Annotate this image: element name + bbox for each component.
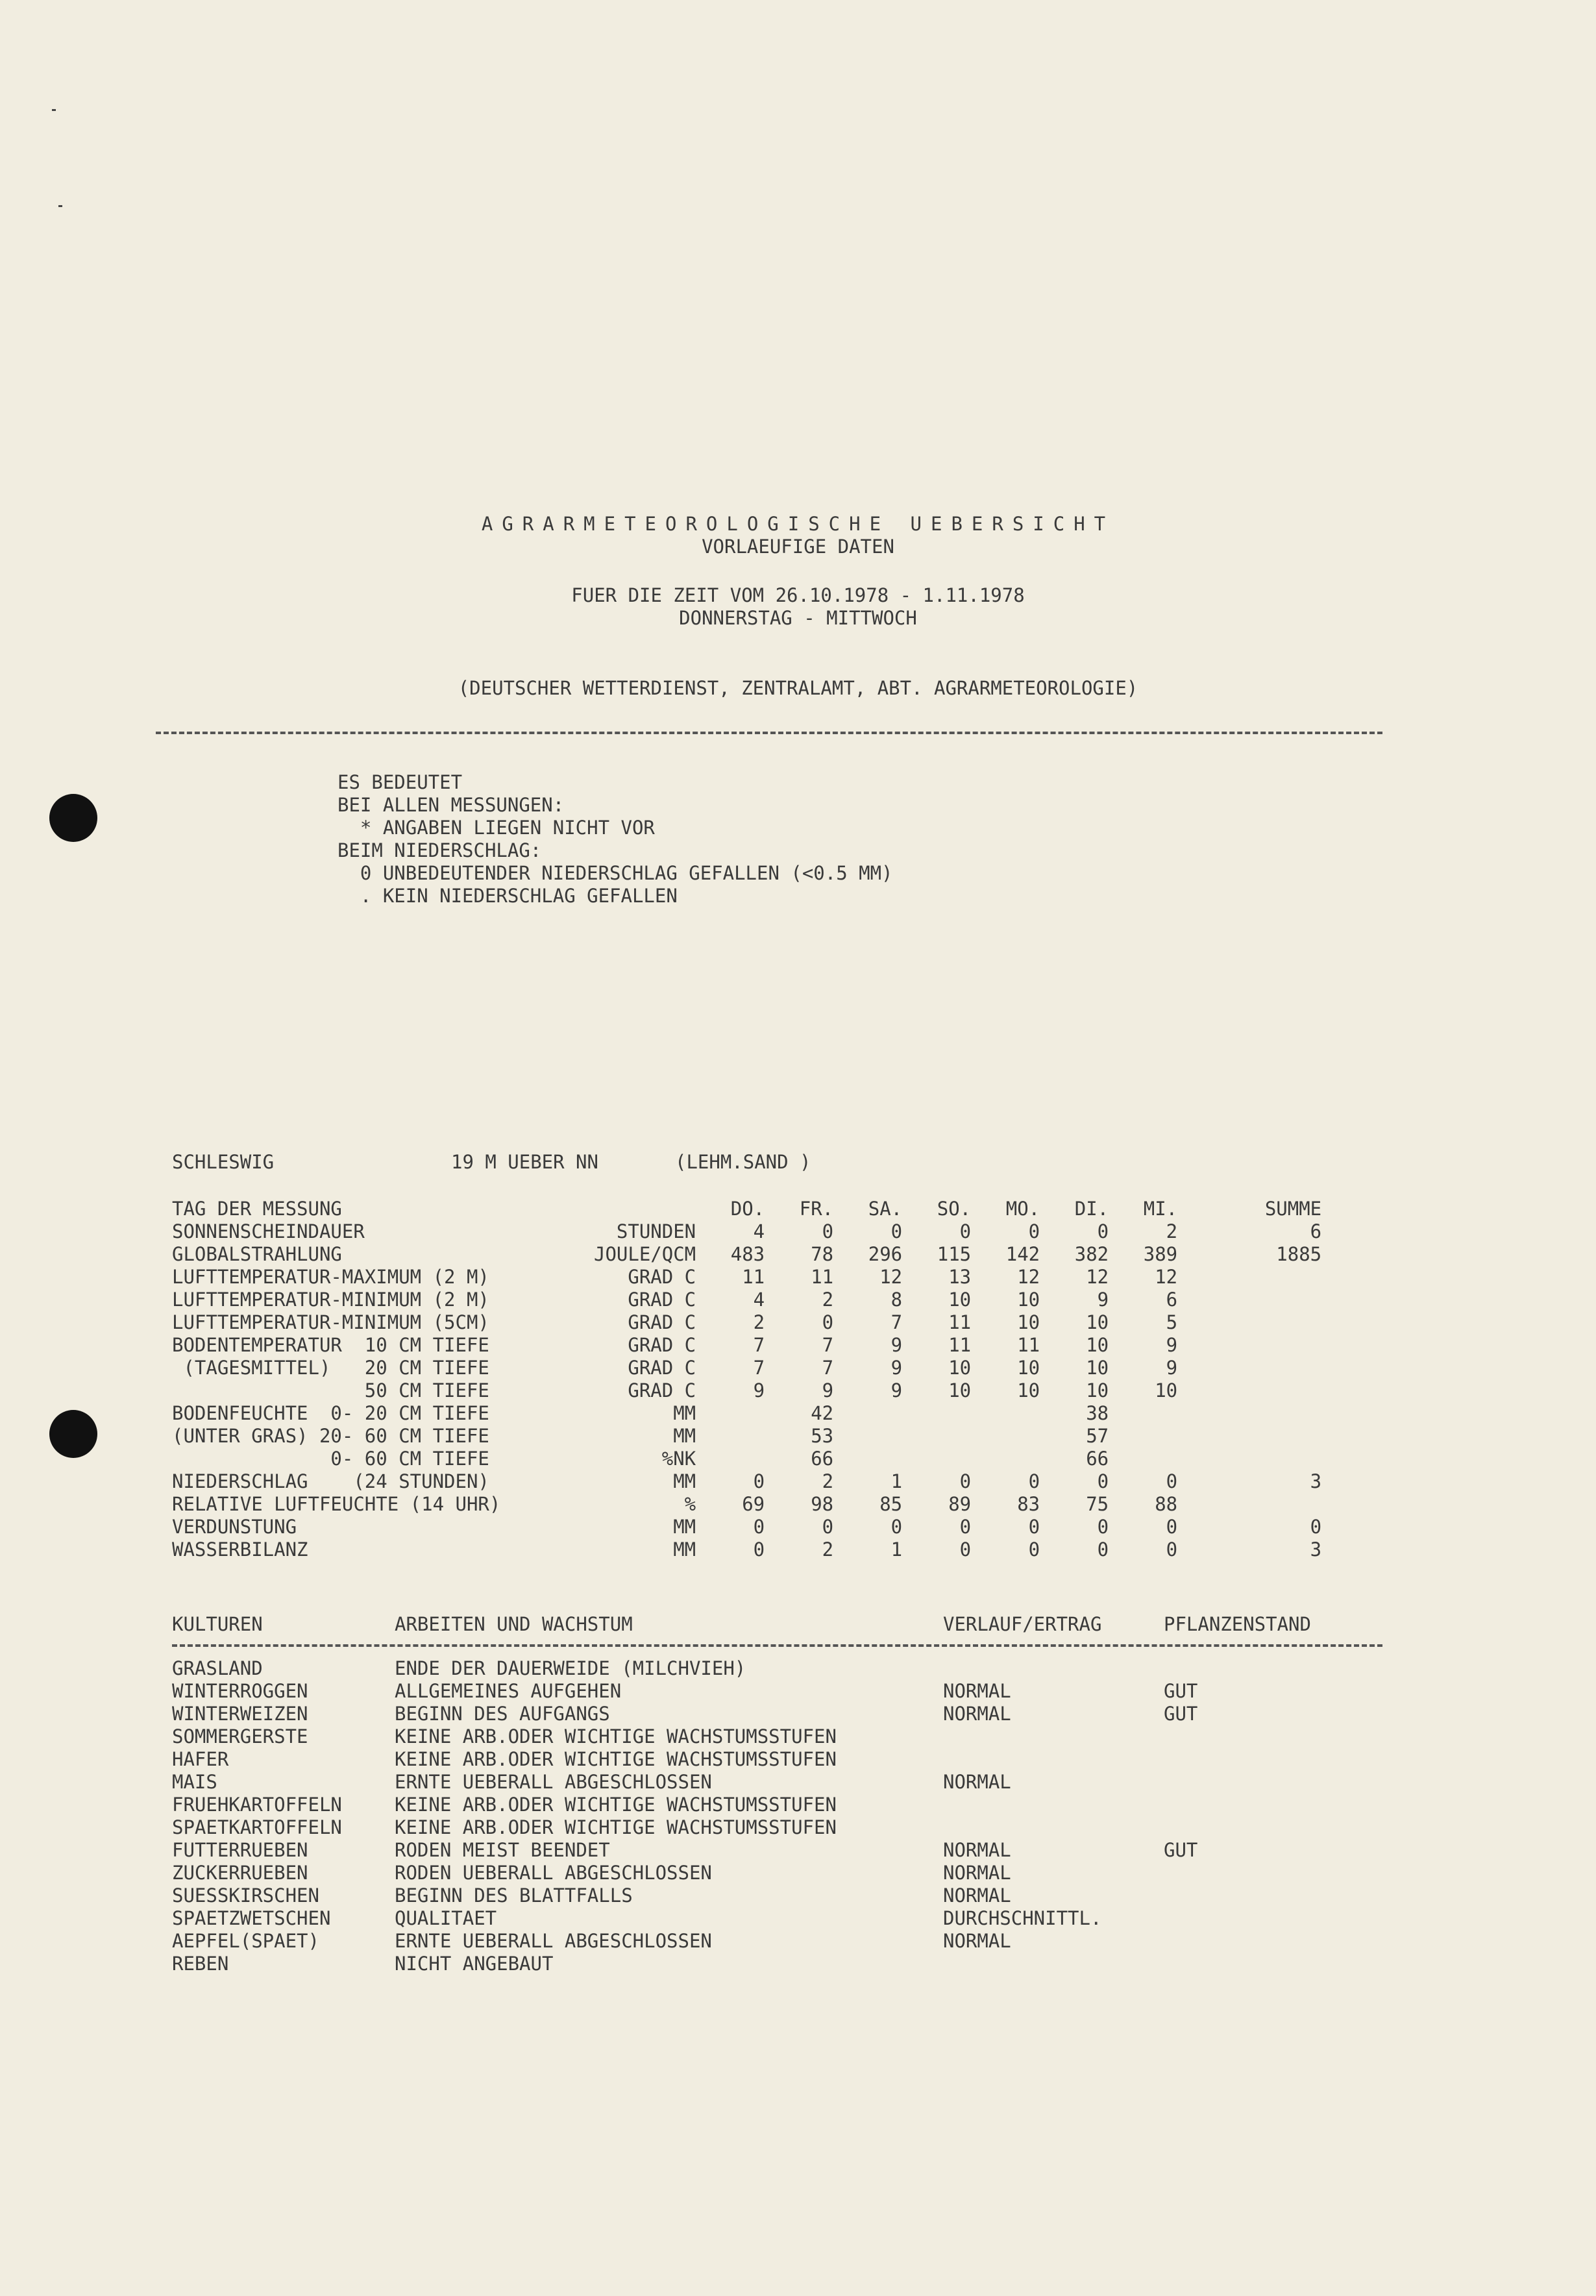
measurement-unit: STUNDEN <box>616 1220 696 1242</box>
measurement-label: NIEDERSCHLAG (24 STUNDEN) <box>172 1470 489 1492</box>
measurement-unit: % <box>684 1493 696 1515</box>
crop-work: ENDE DER DAUERWEIDE (MILCHVIEH) <box>395 1657 746 1679</box>
measurement-value: 7 <box>822 1334 834 1356</box>
crop-course: NORMAL <box>943 1884 1011 1907</box>
measurement-row <box>172 1266 1321 1289</box>
crop-name: ZUCKERRUEBEN <box>172 1862 308 1884</box>
measurement-label: VERDUNSTUNG <box>172 1516 297 1538</box>
measurement-value: 9 <box>890 1357 903 1379</box>
measurement-row <box>172 1402 1321 1425</box>
crop-name: SPAETKARTOFFELN <box>172 1816 342 1838</box>
measurement-row <box>172 1357 1321 1379</box>
crop-row <box>172 1930 1358 1953</box>
crops-separator-line <box>172 1644 1382 1647</box>
measurement-value: 78 <box>811 1243 834 1265</box>
measurement-value <box>833 1448 902 1470</box>
crop-name: AEPFEL(SPAET) <box>172 1930 319 1952</box>
measurement-unit: MM <box>673 1425 696 1447</box>
crop-row <box>172 1794 1358 1816</box>
crop-course: NORMAL <box>943 1862 1011 1884</box>
measurement-header-label: TAG DER MESSUNG <box>172 1198 342 1220</box>
measurement-value: 0 <box>959 1516 972 1538</box>
measurement-label: 0- 60 CM TIEFE <box>172 1448 489 1470</box>
day-header: SA. <box>868 1198 903 1220</box>
measurement-value: 10 <box>1086 1311 1109 1333</box>
crop-work: KEINE ARB.ODER WICHTIGE WACHSTUMSSTUFEN <box>395 1794 837 1816</box>
measurement-value: 296 <box>868 1243 903 1265</box>
measurement-value: 9 <box>822 1379 834 1401</box>
measurement-sum <box>1177 1266 1321 1289</box>
measurement-value: 42 <box>811 1402 834 1424</box>
measurement-value: 10 <box>948 1357 972 1379</box>
measurement-value: 0 <box>1028 1516 1040 1538</box>
report-days: DONNERSTAG - MITTWOCH <box>679 607 917 629</box>
crop-work: RODEN MEIST BEENDET <box>395 1839 610 1861</box>
report-period: FUER DIE ZEIT VOM 26.10.1978 - 1.11.1978 <box>571 584 1025 606</box>
crop-name: WINTERROGGEN <box>172 1680 308 1702</box>
crop-work: NICHT ANGEBAUT <box>395 1953 554 1975</box>
measurement-label: SONNENSCHEINDAUER <box>172 1220 365 1242</box>
measurement-value: 66 <box>1086 1448 1109 1470</box>
measurement-value: 0 <box>1097 1470 1109 1492</box>
measurement-row <box>172 1538 1321 1561</box>
measurement-unit: GRAD C <box>628 1379 696 1401</box>
measurement-row <box>172 1493 1321 1516</box>
separator-line <box>156 732 1382 734</box>
measurement-value: 8 <box>890 1289 903 1311</box>
station-soil: (LEHM.SAND ) <box>675 1151 811 1173</box>
measurement-value: 4 <box>753 1289 765 1311</box>
measurement-value: 12 <box>1017 1266 1040 1288</box>
measurement-label: WASSERBILANZ <box>172 1538 308 1561</box>
measurement-row <box>172 1425 1321 1448</box>
measurement-value: 11 <box>1017 1334 1040 1356</box>
crop-stand <box>1164 1816 1358 1839</box>
measurement-sum: 3 <box>1310 1538 1322 1561</box>
measurement-value: 0 <box>822 1220 834 1242</box>
crop-course: NORMAL <box>943 1680 1011 1702</box>
measurement-value: 0 <box>1097 1516 1109 1538</box>
measurement-value: 483 <box>730 1243 765 1265</box>
measurement-value: 0 <box>822 1311 834 1333</box>
legend-line: . KEIN NIEDERSCHLAG GEFALLEN <box>338 885 678 907</box>
measurement-value: 9 <box>890 1334 903 1356</box>
measurement-value <box>833 1402 902 1425</box>
crop-row <box>172 1680 1358 1703</box>
crop-row <box>172 1748 1358 1771</box>
crop-stand: GUT <box>1164 1680 1198 1702</box>
legend-line: * ANGABEN LIEGEN NICHT VOR <box>338 817 655 839</box>
crop-row <box>172 1862 1358 1884</box>
crop-row <box>172 1953 1358 1975</box>
day-header: DO. <box>730 1198 765 1220</box>
measurement-label: LUFTTEMPERATUR-MAXIMUM (2 M) <box>172 1266 489 1288</box>
measurement-value: 0 <box>753 1470 765 1492</box>
crops-header-stand: PFLANZENSTAND <box>1164 1613 1311 1635</box>
sum-header: SUMME <box>1264 1198 1322 1220</box>
measurement-value: 98 <box>811 1493 834 1515</box>
measurement-label: 50 CM TIEFE <box>172 1379 489 1401</box>
crop-name: FRUEHKARTOFFELN <box>172 1794 342 1816</box>
crop-course <box>943 1657 1164 1680</box>
crop-stand: GUT <box>1164 1839 1198 1861</box>
measurement-value: 10 <box>1086 1379 1109 1401</box>
measurement-value: 0 <box>1166 1470 1178 1492</box>
crop-row <box>172 1816 1358 1839</box>
measurement-value: 9 <box>753 1379 765 1401</box>
measurement-row <box>172 1470 1321 1493</box>
measurement-value: 7 <box>753 1334 765 1356</box>
measurement-value <box>696 1402 765 1425</box>
measurement-value <box>902 1402 971 1425</box>
measurement-value <box>696 1448 765 1470</box>
crop-course <box>943 1725 1164 1748</box>
measurement-unit: MM <box>673 1516 696 1538</box>
measurement-row <box>172 1448 1321 1470</box>
measurement-value: 10 <box>1017 1311 1040 1333</box>
crop-name: HAFER <box>172 1748 229 1770</box>
measurement-value: 115 <box>937 1243 972 1265</box>
measurement-value: 12 <box>1086 1266 1109 1288</box>
crop-row <box>172 1771 1358 1794</box>
measurement-value: 5 <box>1166 1311 1178 1333</box>
crop-name: WINTERWEIZEN <box>172 1703 308 1725</box>
measurement-value: 12 <box>1155 1266 1178 1288</box>
crop-work: KEINE ARB.ODER WICHTIGE WACHSTUMSSTUFEN <box>395 1816 837 1838</box>
measurement-value: 10 <box>948 1289 972 1311</box>
measurement-sum <box>1177 1448 1321 1470</box>
crop-stand <box>1164 1794 1358 1816</box>
measurement-unit: GRAD C <box>628 1334 696 1356</box>
measurement-value: 10 <box>1086 1357 1109 1379</box>
crop-stand <box>1164 1771 1358 1794</box>
measurement-value: 2 <box>822 1289 834 1311</box>
measurement-value <box>902 1425 971 1448</box>
measurement-sum <box>1177 1289 1321 1311</box>
measurement-unit: MM <box>673 1538 696 1561</box>
measurement-value: 0 <box>1097 1220 1109 1242</box>
measurement-value: 10 <box>948 1379 972 1401</box>
measurement-sum: 6 <box>1310 1220 1322 1242</box>
measurement-value: 10 <box>1086 1334 1109 1356</box>
measurement-value: 11 <box>811 1266 834 1288</box>
station-elevation: 19 M UEBER NN <box>451 1151 598 1173</box>
measurement-value: 4 <box>753 1220 765 1242</box>
crop-row <box>172 1657 1358 1680</box>
measurement-value: 382 <box>1074 1243 1109 1265</box>
measurement-value: 0 <box>890 1220 903 1242</box>
measurement-value: 83 <box>1017 1493 1040 1515</box>
measurement-value: 7 <box>753 1357 765 1379</box>
crop-stand <box>1164 1748 1358 1771</box>
measurement-value: 2 <box>753 1311 765 1333</box>
measurement-header-row <box>172 1198 1321 1220</box>
measurement-value: 7 <box>822 1357 834 1379</box>
measurement-sum: 3 <box>1310 1470 1322 1492</box>
measurement-value: 2 <box>1166 1220 1178 1242</box>
crop-work: ERNTE UEBERALL ABGESCHLOSSEN <box>395 1930 712 1952</box>
measurement-value: 10 <box>1017 1289 1040 1311</box>
legend-line: 0 UNBEDEUTENDER NIEDERSCHLAG GEFALLEN (<0.5 MM) <box>338 862 893 884</box>
measurement-sum: 1885 <box>1276 1243 1322 1265</box>
crop-row <box>172 1884 1358 1907</box>
measurement-row <box>172 1289 1321 1311</box>
measurement-sum <box>1177 1311 1321 1334</box>
measurement-value: 142 <box>1005 1243 1040 1265</box>
punch-hole-upper <box>49 794 97 842</box>
crop-name: FUTTERRUEBEN <box>172 1839 308 1861</box>
measurement-value: 85 <box>879 1493 903 1515</box>
measurement-value: 0 <box>1028 1220 1040 1242</box>
report-subtitle: VORLAEUFIGE DATEN <box>702 536 894 558</box>
measurement-sum <box>1177 1379 1321 1402</box>
measurement-value: 10 <box>1155 1379 1178 1401</box>
measurement-value: 10 <box>1017 1379 1040 1401</box>
legend-line: BEIM NIEDERSCHLAG: <box>338 839 542 861</box>
crop-work: BEGINN DES BLATTFALLS <box>395 1884 633 1907</box>
measurement-value: 2 <box>822 1470 834 1492</box>
measurement-sum <box>1177 1493 1321 1516</box>
measurement-row <box>172 1311 1321 1334</box>
crop-work: RODEN UEBERALL ABGESCHLOSSEN <box>395 1862 712 1884</box>
measurement-value: 66 <box>811 1448 834 1470</box>
scan-speck <box>58 205 62 207</box>
crop-name: REBEN <box>172 1953 229 1975</box>
crop-course: NORMAL <box>943 1771 1011 1793</box>
measurement-sum <box>1177 1402 1321 1425</box>
measurement-value: 0 <box>959 1538 972 1561</box>
crop-work: BEGINN DES AUFGANGS <box>395 1703 610 1725</box>
measurement-unit: MM <box>673 1470 696 1492</box>
measurement-row <box>172 1516 1321 1538</box>
crop-stand <box>1164 1862 1358 1884</box>
measurement-label: BODENTEMPERATUR 10 CM TIEFE <box>172 1334 489 1356</box>
measurement-value: 13 <box>948 1266 972 1288</box>
crop-work: ALLGEMEINES AUFGEHEN <box>395 1680 622 1702</box>
measurement-value: 89 <box>948 1493 972 1515</box>
measurement-unit: GRAD C <box>628 1266 696 1288</box>
day-header: DI. <box>1074 1198 1109 1220</box>
crop-stand <box>1164 1884 1358 1907</box>
crop-course <box>943 1748 1164 1771</box>
measurement-value: 0 <box>753 1516 765 1538</box>
day-header: SO. <box>937 1198 972 1220</box>
measurement-value: 11 <box>948 1311 972 1333</box>
measurement-label: LUFTTEMPERATUR-MINIMUM (2 M) <box>172 1289 489 1311</box>
crop-name: SOMMERGERSTE <box>172 1725 308 1747</box>
measurement-label: GLOBALSTRAHLUNG <box>172 1243 342 1265</box>
measurement-value: 88 <box>1155 1493 1178 1515</box>
measurement-value <box>696 1425 765 1448</box>
measurement-value: 11 <box>948 1334 972 1356</box>
measurement-value <box>1109 1425 1177 1448</box>
measurement-value: 12 <box>879 1266 903 1288</box>
measurement-value: 0 <box>1097 1538 1109 1561</box>
day-header: MO. <box>1005 1198 1040 1220</box>
measurement-value: 0 <box>822 1516 834 1538</box>
measurement-unit: %NK <box>661 1448 696 1470</box>
measurement-value: 75 <box>1086 1493 1109 1515</box>
measurement-value: 0 <box>1028 1470 1040 1492</box>
measurement-header-unit <box>594 1198 696 1220</box>
crop-work: KEINE ARB.ODER WICHTIGE WACHSTUMSSTUFEN <box>395 1748 837 1770</box>
measurement-value: 2 <box>822 1538 834 1561</box>
report-title: AGRARMETEOROLOGISCHE UEBERSICHT <box>481 513 1115 535</box>
measurement-row <box>172 1379 1321 1402</box>
crop-stand: GUT <box>1164 1703 1198 1725</box>
crop-row <box>172 1725 1358 1748</box>
measurement-value <box>1109 1402 1177 1425</box>
crop-course <box>943 1953 1164 1975</box>
crop-course <box>943 1816 1164 1839</box>
crops-header-course: VERLAUF/ERTRAG <box>943 1613 1102 1635</box>
legend-line: ES BEDEUTET <box>338 771 463 793</box>
crop-row <box>172 1703 1358 1725</box>
crop-name: SPAETZWETSCHEN <box>172 1907 331 1929</box>
measurement-value <box>902 1448 971 1470</box>
measurement-row <box>172 1220 1321 1243</box>
measurement-value: 0 <box>1166 1516 1178 1538</box>
measurement-table <box>172 1198 1321 1561</box>
measurement-value: 0 <box>959 1220 972 1242</box>
crop-work: KEINE ARB.ODER WICHTIGE WACHSTUMSSTUFEN <box>395 1725 837 1747</box>
measurement-value: 9 <box>1097 1289 1109 1311</box>
measurement-value <box>971 1448 1040 1470</box>
crops-header-culture: KULTUREN <box>172 1613 263 1635</box>
scan-speck <box>52 109 56 111</box>
crops-header-work: ARBEITEN UND WACHSTUM <box>395 1613 633 1635</box>
measurement-value: 11 <box>742 1266 765 1288</box>
measurement-value: 9 <box>1166 1357 1178 1379</box>
legend-line: BEI ALLEN MESSUNGEN: <box>338 794 565 816</box>
measurement-value <box>971 1425 1040 1448</box>
measurement-value: 9 <box>890 1379 903 1401</box>
day-header: FR. <box>799 1198 834 1220</box>
measurement-value: 7 <box>890 1311 903 1333</box>
measurement-label: (TAGESMITTEL) 20 CM TIEFE <box>172 1357 489 1379</box>
measurement-value: 10 <box>1017 1357 1040 1379</box>
measurement-unit: GRAD C <box>628 1311 696 1333</box>
measurement-value: 53 <box>811 1425 834 1447</box>
measurement-value: 1 <box>890 1538 903 1561</box>
measurement-value: 0 <box>959 1470 972 1492</box>
measurement-value: 1 <box>890 1470 903 1492</box>
crop-course: NORMAL <box>943 1703 1011 1725</box>
measurement-row <box>172 1243 1321 1266</box>
station-name: SCHLESWIG <box>172 1151 275 1173</box>
crop-course: NORMAL <box>943 1930 1011 1952</box>
measurement-value: 69 <box>742 1493 765 1515</box>
measurement-value: 38 <box>1086 1402 1109 1424</box>
crop-name: MAIS <box>172 1771 217 1793</box>
crop-work: QUALITAET <box>395 1907 497 1929</box>
measurement-unit: JOULE/QCM <box>594 1243 696 1265</box>
crop-row <box>172 1839 1358 1862</box>
crop-stand <box>1164 1930 1358 1953</box>
crop-stand <box>1164 1953 1358 1975</box>
measurement-sum <box>1177 1357 1321 1379</box>
measurement-value: 0 <box>890 1516 903 1538</box>
crop-stand <box>1164 1725 1358 1748</box>
measurement-value: 0 <box>1166 1538 1178 1561</box>
measurement-sum <box>1177 1334 1321 1357</box>
measurement-label: (UNTER GRAS) 20- 60 CM TIEFE <box>172 1425 489 1447</box>
measurement-value: 0 <box>753 1538 765 1561</box>
measurement-value: 57 <box>1086 1425 1109 1447</box>
measurement-label: BODENFEUCHTE 0- 20 CM TIEFE <box>172 1402 489 1424</box>
day-header: MI. <box>1143 1198 1178 1220</box>
measurement-value: 6 <box>1166 1289 1178 1311</box>
measurement-unit: MM <box>673 1402 696 1424</box>
measurement-row <box>172 1334 1321 1357</box>
crop-course: NORMAL <box>943 1839 1011 1861</box>
measurement-value <box>971 1402 1040 1425</box>
crop-work: ERNTE UEBERALL ABGESCHLOSSEN <box>395 1771 712 1793</box>
report-source: (DEUTSCHER WETTERDIENST, ZENTRALAMT, ABT. AGRARMETEOROLOGIE) <box>458 677 1138 699</box>
measurement-value: 389 <box>1143 1243 1178 1265</box>
crop-row <box>172 1907 1358 1930</box>
crop-course <box>943 1794 1164 1816</box>
measurement-label: RELATIVE LUFTFEUCHTE (14 UHR) <box>172 1493 501 1515</box>
measurement-sum <box>1177 1425 1321 1448</box>
measurement-sum: 0 <box>1310 1516 1322 1538</box>
crop-course: DURCHSCHNITTL. <box>943 1907 1102 1929</box>
crops-table <box>172 1657 1358 1975</box>
crop-name: GRASLAND <box>172 1657 263 1679</box>
crop-stand <box>1164 1657 1358 1680</box>
crop-name: SUESSKIRSCHEN <box>172 1884 319 1907</box>
measurement-value: 9 <box>1166 1334 1178 1356</box>
measurement-label: LUFTTEMPERATUR-MINIMUM (5CM) <box>172 1311 489 1333</box>
crop-stand <box>1164 1907 1358 1930</box>
measurement-value: 0 <box>1028 1538 1040 1561</box>
measurement-value <box>1109 1448 1177 1470</box>
measurement-value <box>833 1425 902 1448</box>
measurement-unit: GRAD C <box>628 1357 696 1379</box>
measurement-unit: GRAD C <box>628 1289 696 1311</box>
punch-hole-lower <box>49 1410 97 1458</box>
